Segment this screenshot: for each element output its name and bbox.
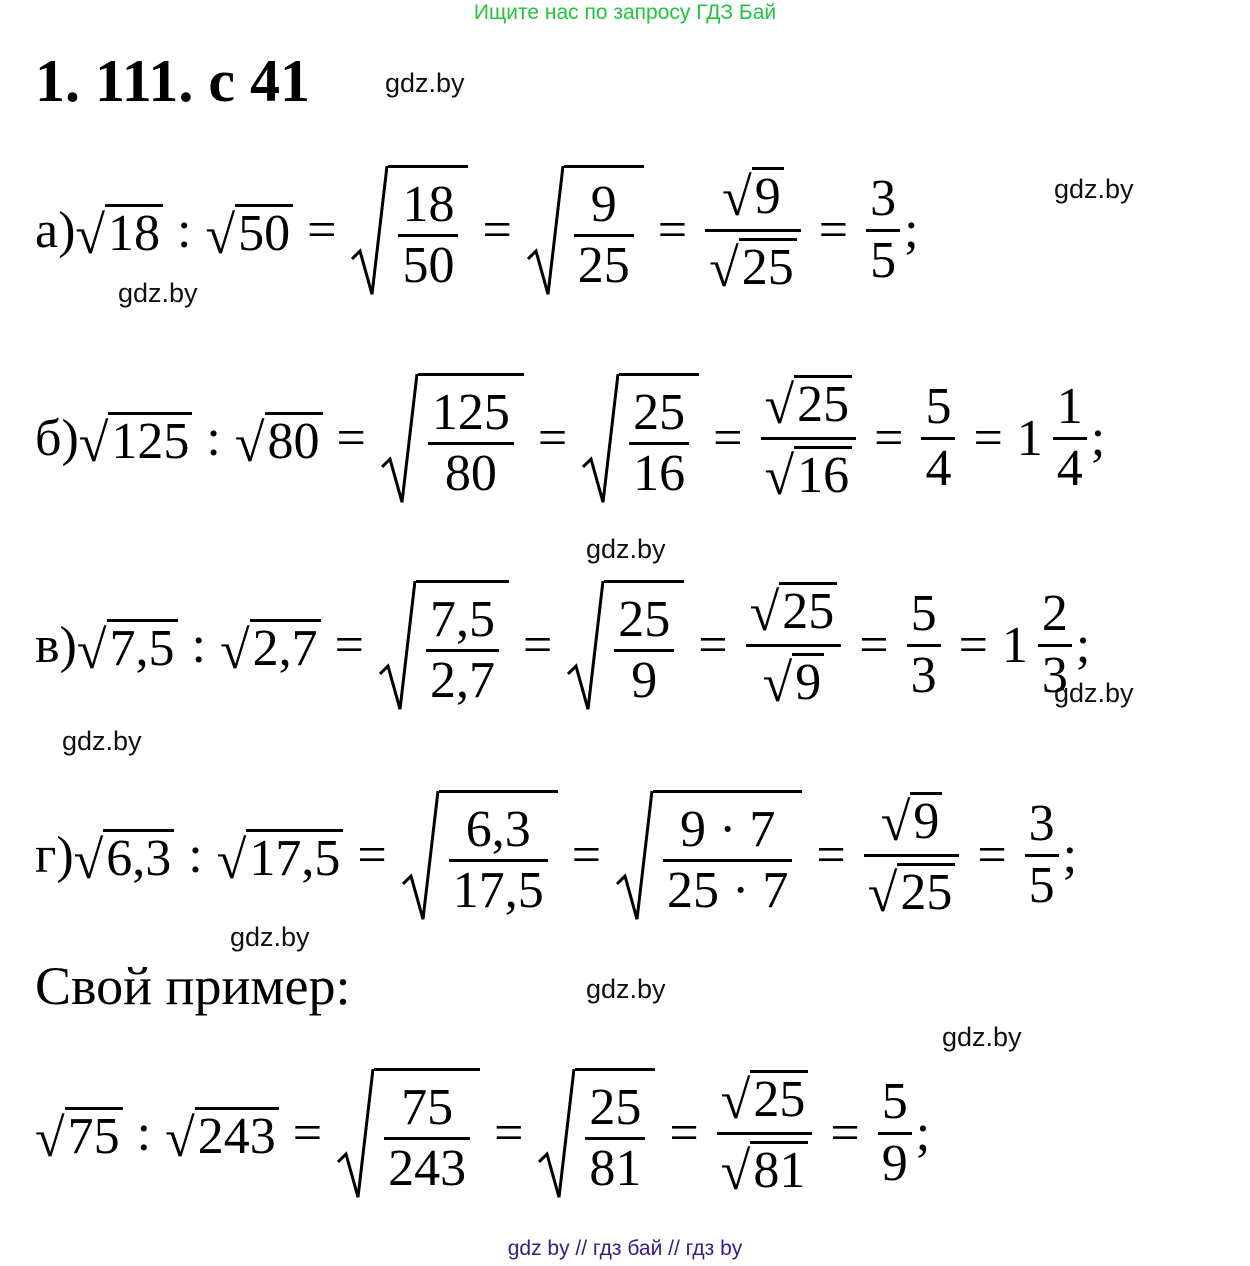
numerator: 5 bbox=[910, 585, 937, 643]
radicand: 243 bbox=[195, 1107, 279, 1165]
radicand: 17,5 bbox=[246, 829, 343, 887]
denominator: 9 bbox=[631, 652, 658, 709]
whole-part: 1 bbox=[1016, 409, 1043, 467]
fraction bbox=[717, 1064, 813, 1203]
denominator: 2,7 bbox=[429, 652, 495, 709]
watermark: gdz.by bbox=[385, 68, 465, 98]
watermark: gdz.by bbox=[942, 1022, 1022, 1052]
watermark: gdz.by bbox=[1054, 678, 1134, 708]
sqrt-expression bbox=[205, 198, 294, 265]
sqrt-expression bbox=[35, 1101, 123, 1168]
own-example bbox=[35, 1023, 930, 1243]
fraction bbox=[705, 161, 801, 300]
radical-sign-icon bbox=[350, 165, 388, 295]
fraction bbox=[907, 585, 941, 704]
sqrt-expression bbox=[764, 369, 853, 436]
operator: : bbox=[188, 826, 203, 884]
radicand bbox=[575, 1068, 655, 1198]
radical-sign-icon: √ bbox=[764, 446, 795, 507]
numerator: 18 bbox=[402, 175, 455, 233]
sqrt-expression bbox=[720, 1064, 809, 1131]
radicand: 25 bbox=[794, 375, 852, 433]
denominator bbox=[717, 1135, 813, 1203]
watermark: gdz.by bbox=[586, 974, 666, 1004]
radicand: 9 bbox=[792, 653, 824, 711]
operator: = bbox=[977, 826, 1007, 884]
radical-sign-icon: √ bbox=[35, 1107, 65, 1168]
fraction bbox=[921, 378, 955, 497]
radical-sign-icon bbox=[566, 580, 604, 710]
label-text: ; bbox=[1075, 616, 1091, 674]
operator: = bbox=[830, 1104, 860, 1162]
radicand bbox=[619, 373, 699, 503]
denominator: 81 bbox=[589, 1140, 642, 1197]
numerator bbox=[718, 161, 788, 229]
radical-sign-icon: √ bbox=[75, 204, 106, 265]
numerator: 5 bbox=[925, 378, 952, 436]
fraction bbox=[1038, 585, 1072, 704]
numerator: 5 bbox=[881, 1073, 908, 1131]
label-text: б) bbox=[35, 409, 79, 467]
radicand: 80 bbox=[265, 412, 323, 470]
fraction bbox=[1025, 795, 1059, 914]
radical-sign-icon bbox=[537, 1068, 575, 1198]
radicand bbox=[416, 580, 509, 710]
fraction bbox=[629, 384, 689, 503]
operator: = bbox=[537, 409, 568, 467]
exercise-a bbox=[35, 120, 919, 340]
fraction bbox=[449, 801, 548, 920]
search-banner: Ищите нас по запросу ГДЗ Бай bbox=[473, 1, 777, 24]
denominator: 4 bbox=[925, 439, 952, 497]
numerator: 75 bbox=[401, 1078, 454, 1136]
denominator: 5 bbox=[1028, 856, 1055, 914]
watermark: gdz.by bbox=[586, 534, 666, 564]
label-text: ; bbox=[1062, 826, 1078, 884]
sqrt-of-fraction bbox=[378, 580, 509, 710]
numerator: 125 bbox=[431, 383, 510, 441]
numerator: 2 bbox=[1041, 585, 1068, 643]
radical-sign-icon: √ bbox=[764, 375, 795, 436]
radical-sign-icon: √ bbox=[205, 204, 236, 265]
radicand: 81 bbox=[750, 1141, 808, 1199]
numerator bbox=[717, 1064, 813, 1132]
label-text: ; bbox=[904, 201, 919, 259]
sqrt-expression bbox=[709, 232, 797, 299]
sqrt-of-fraction bbox=[581, 373, 699, 503]
denominator: 16 bbox=[633, 445, 686, 502]
radical-sign-icon bbox=[581, 373, 619, 503]
sqrt-expression bbox=[749, 576, 838, 643]
sqrt-of-fraction bbox=[537, 1068, 655, 1198]
label-text: в) bbox=[35, 616, 77, 674]
radical-sign-icon bbox=[378, 580, 416, 710]
radicand: 75 bbox=[65, 1107, 123, 1165]
radicand bbox=[564, 165, 644, 295]
label-text: а) bbox=[35, 201, 76, 259]
sqrt-expression bbox=[76, 613, 178, 680]
radical-sign-icon bbox=[526, 165, 564, 295]
operator: = bbox=[698, 616, 728, 674]
radical-sign-icon bbox=[401, 790, 439, 920]
whole-part: 1 bbox=[1001, 616, 1028, 674]
radical-sign-icon: √ bbox=[219, 619, 250, 680]
numerator: 25 bbox=[633, 383, 686, 441]
sqrt-of-fraction bbox=[615, 790, 802, 920]
fraction bbox=[585, 1079, 645, 1198]
radical-sign-icon: √ bbox=[762, 653, 793, 714]
denominator bbox=[864, 857, 960, 925]
radicand: 50 bbox=[235, 204, 293, 262]
numerator: 3 bbox=[1028, 795, 1055, 853]
sqrt-of-fraction bbox=[566, 580, 684, 710]
numerator: 9 bbox=[590, 175, 617, 233]
denominator bbox=[705, 232, 801, 300]
numerator: 25 bbox=[589, 1078, 642, 1136]
operator: = bbox=[292, 1104, 323, 1162]
mixed-number bbox=[1002, 585, 1076, 704]
label-text: ; bbox=[915, 1104, 931, 1162]
radicand bbox=[374, 1068, 480, 1198]
radicand: 25 bbox=[779, 582, 837, 640]
operator: = bbox=[336, 409, 366, 467]
radicand bbox=[653, 790, 802, 920]
radicand bbox=[418, 373, 524, 503]
radicand bbox=[439, 790, 558, 920]
watermark: gdz.by bbox=[118, 278, 198, 308]
sqrt-expression bbox=[234, 406, 323, 473]
sqrt-of-fraction bbox=[350, 165, 468, 295]
denominator bbox=[761, 440, 857, 508]
radical-sign-icon: √ bbox=[165, 1107, 195, 1168]
denominator: 25 · 7 bbox=[667, 862, 789, 919]
radicand: 25 bbox=[739, 238, 797, 296]
denominator: 5 bbox=[870, 231, 897, 289]
radical-sign-icon: √ bbox=[749, 582, 780, 643]
denominator bbox=[759, 647, 829, 715]
fraction bbox=[574, 176, 634, 295]
radical-sign-icon bbox=[336, 1068, 374, 1198]
sqrt-of-fraction bbox=[336, 1068, 480, 1198]
exercise-b bbox=[35, 328, 1105, 548]
radicand: 125 bbox=[108, 412, 192, 470]
fraction bbox=[866, 170, 900, 289]
label-text: г) bbox=[35, 826, 74, 884]
radical-sign-icon: √ bbox=[722, 167, 752, 228]
sqrt-expression bbox=[722, 161, 784, 228]
radicand: 25 bbox=[897, 863, 955, 921]
denominator: 243 bbox=[388, 1140, 467, 1197]
radicand: 2,7 bbox=[250, 619, 321, 677]
operator: : bbox=[136, 1104, 152, 1162]
radicand: 9 bbox=[752, 167, 784, 225]
radicand: 6,3 bbox=[103, 829, 174, 887]
operator: : bbox=[191, 616, 206, 674]
fraction bbox=[384, 1079, 470, 1198]
radical-sign-icon: √ bbox=[709, 238, 739, 299]
numerator bbox=[761, 369, 857, 437]
radicand: 7,5 bbox=[107, 619, 178, 677]
fraction bbox=[398, 176, 458, 295]
sqrt-expression bbox=[73, 823, 175, 890]
denominator: 4 bbox=[1056, 439, 1083, 497]
fraction bbox=[426, 591, 499, 710]
radical-sign-icon: √ bbox=[720, 1070, 751, 1131]
denominator: 25 bbox=[577, 237, 630, 294]
operator: = bbox=[859, 616, 889, 674]
denominator: 50 bbox=[402, 237, 455, 294]
operator: = bbox=[669, 1104, 699, 1162]
denominator: 3 bbox=[910, 646, 937, 704]
radical-sign-icon bbox=[380, 373, 418, 503]
operator: = bbox=[657, 201, 688, 259]
denominator: 3 bbox=[1041, 646, 1068, 704]
operator: = bbox=[816, 826, 846, 884]
radical-sign-icon bbox=[615, 790, 653, 920]
operator: : bbox=[177, 201, 192, 259]
sqrt-of-fraction bbox=[526, 165, 644, 295]
watermark: gdz.by bbox=[62, 726, 142, 756]
operator: = bbox=[522, 616, 553, 674]
sqrt-expression bbox=[219, 613, 321, 680]
fraction bbox=[614, 591, 674, 710]
sqrt-expression bbox=[216, 823, 344, 890]
radical-sign-icon: √ bbox=[216, 829, 247, 890]
own-example-label: Свой пример: bbox=[35, 956, 351, 1016]
operator: = bbox=[973, 409, 1003, 467]
sqrt-expression bbox=[880, 786, 943, 853]
radical-sign-icon: √ bbox=[867, 863, 898, 924]
watermark: gdz.by bbox=[230, 922, 310, 952]
sqrt-expression bbox=[764, 440, 853, 507]
radicand: 25 bbox=[750, 1070, 808, 1128]
radical-sign-icon: √ bbox=[234, 412, 265, 473]
fraction bbox=[663, 801, 792, 920]
operator: = bbox=[334, 616, 364, 674]
sqrt-of-fraction bbox=[380, 373, 524, 503]
numerator: 25 bbox=[618, 590, 671, 648]
operator: = bbox=[494, 1104, 524, 1162]
radical-sign-icon: √ bbox=[720, 1141, 751, 1202]
numerator bbox=[877, 786, 947, 854]
sqrt-expression bbox=[165, 1101, 279, 1168]
radicand: 16 bbox=[794, 446, 852, 504]
radicand: 18 bbox=[105, 204, 163, 262]
fraction bbox=[761, 369, 857, 508]
numerator bbox=[746, 576, 842, 644]
footer-links: gdz by // гдз бай // гдз by bbox=[507, 1237, 743, 1260]
operator: = bbox=[571, 826, 602, 884]
operator: = bbox=[818, 201, 849, 259]
fraction bbox=[864, 786, 960, 925]
denominator: 9 bbox=[881, 1134, 908, 1192]
numerator: 7,5 bbox=[429, 590, 495, 648]
denominator: 17,5 bbox=[452, 862, 544, 919]
sqrt-expression bbox=[762, 647, 825, 714]
fraction bbox=[746, 576, 842, 715]
sqrt-expression bbox=[78, 406, 193, 473]
fraction bbox=[1053, 378, 1087, 497]
fraction bbox=[878, 1073, 912, 1192]
numerator: 1 bbox=[1056, 378, 1083, 436]
exercise-v bbox=[35, 535, 1090, 755]
sqrt-expression bbox=[867, 857, 956, 924]
radical-sign-icon: √ bbox=[73, 829, 104, 890]
operator: = bbox=[713, 409, 743, 467]
fraction bbox=[428, 384, 514, 503]
numerator: 3 bbox=[870, 170, 897, 228]
operator: = bbox=[482, 201, 512, 259]
radicand bbox=[604, 580, 684, 710]
label-text: ; bbox=[1090, 409, 1106, 467]
page-title: 1. 111. с 41 bbox=[35, 48, 311, 114]
exercise-g bbox=[35, 745, 1077, 965]
numerator: 9 · 7 bbox=[680, 800, 776, 858]
sqrt-expression bbox=[720, 1135, 809, 1202]
numerator: 6,3 bbox=[465, 800, 531, 858]
radical-sign-icon: √ bbox=[78, 412, 109, 473]
watermark: gdz.by bbox=[1054, 174, 1134, 204]
operator: = bbox=[307, 201, 337, 259]
radicand bbox=[388, 165, 468, 295]
radicand: 9 bbox=[910, 792, 942, 850]
operator: = bbox=[874, 409, 904, 467]
sqrt-expression bbox=[75, 198, 163, 265]
operator: = bbox=[958, 616, 988, 674]
denominator: 80 bbox=[444, 445, 497, 502]
radical-sign-icon: √ bbox=[76, 619, 107, 680]
operator: = bbox=[357, 826, 387, 884]
mixed-number bbox=[1017, 378, 1091, 497]
operator: : bbox=[206, 409, 221, 467]
sqrt-of-fraction bbox=[401, 790, 558, 920]
radical-sign-icon: √ bbox=[880, 792, 911, 853]
